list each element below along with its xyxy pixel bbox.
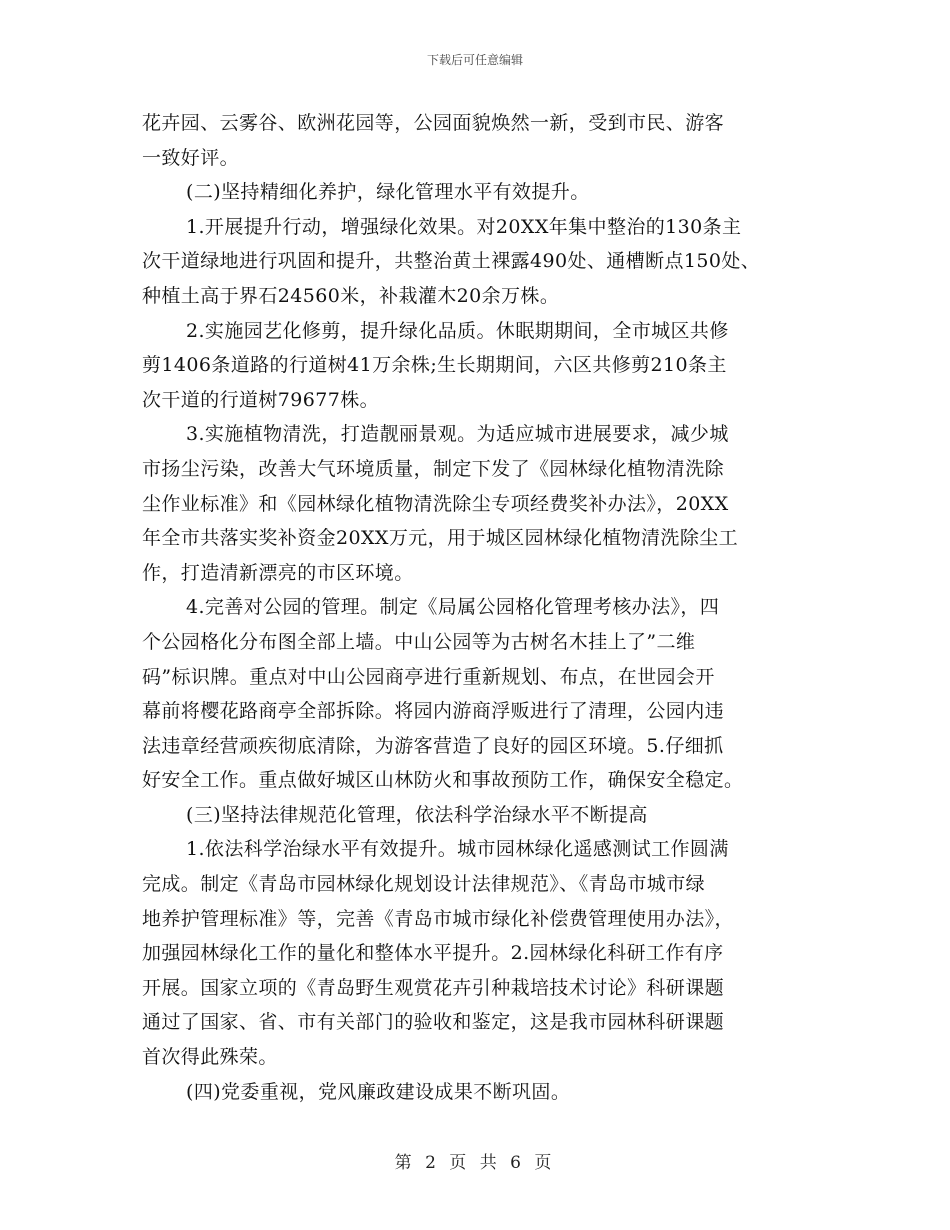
section-heading: (三)坚持法律规范化管理，依法科学治绿水平不断提高 (186, 803, 648, 826)
body-line: 个公园格化分布图全部上墙。中山公园等为古树名木挂上了”二维 (142, 630, 696, 653)
document-body (142, 106, 832, 1109)
paragraph-start: 4.完善对公园的管理。制定《局属公园格化管理考核办法》，四 (186, 596, 720, 619)
body-line: 完成。制定《青岛市园林绿化规划设计法律规范》、《青岛市城市绿 (142, 873, 706, 896)
body-line: 通过了国家、省、市有关部门的验收和鉴定，这是我市园林科研课题 (142, 1011, 725, 1034)
page-footer: 第 2 页 共 6 页 (394, 1153, 556, 1173)
body-line: 法违章经营顽疾彻底清除，为游客营造了良好的园区环境。5.仔细抓 (142, 734, 724, 757)
body-line: 作，打造清新漂亮的市区环境。 (142, 561, 414, 584)
body-line: 年全市共落实奖补资金20XX万元，用于城区园林绿化植物清洗除尘工 (142, 527, 739, 550)
section-heading: (二)坚持精细化养护，绿化管理水平有效提升。 (186, 181, 590, 204)
body-line: 开展。国家立项的《青岛野生观赏花卉引种栽培技术讨论》科研课题 (142, 976, 725, 999)
body-line: 剪1406条道路的行道树41万余株;生长期期间，六区共修剪210条主 (142, 354, 727, 377)
body-line: 种植土高于界石24560米，补栽灌木20余万株。 (142, 284, 560, 307)
page-header: 下载后可任意编辑 (426, 53, 523, 67)
paragraph-start: 2.实施园艺化修剪，提升绿化品质。休眠期期间，全市城区共修 (186, 319, 729, 342)
body-line: 市扬尘污染，改善大气环境质量，制定下发了《园林绿化植物清洗除 (142, 457, 725, 480)
body-line: 码”标识牌。重点对中山公园商亭进行重新规划、布点，在世园会开 (142, 665, 715, 688)
body-line: 次干道的行道树79677株。 (142, 388, 380, 411)
body-line: 幕前将樱花路商亭全部拆除。将园内游商浮贩进行了清理，公园内违 (142, 700, 725, 723)
body-line: 花卉园、云雾谷、欧洲花园等，公园面貌焕然一新，受到市民、游客 (142, 112, 725, 134)
paragraph-start: 1.依法科学治绿水平有效提升。城市园林绿化遥感测试工作圆满 (186, 838, 729, 861)
body-line: 地养护管理标准》等，完善《青岛市城市绿化补偿费管理使用办法》， (142, 907, 734, 930)
body-line: 一致好评。 (142, 146, 240, 169)
paragraph-start: 3.实施植物清洗，打造靓丽景观。为适应城市进展要求，减少城 (186, 423, 729, 446)
section-heading: (四)党委重视，党风廉政建设成果不断巩固。 (186, 1080, 571, 1103)
body-line: 好安全工作。重点做好城区山林防火和事故预防工作，确保安全稳定。 (142, 769, 744, 792)
body-line: 首次得此殊荣。 (142, 1046, 278, 1069)
body-line: 尘作业标准》和《园林绿化植物清洗除尘专项经费奖补办法》，20XX (142, 492, 729, 515)
paragraph-start: 1.开展提升行动，增强绿化效果。对20XX年集中整治的130条主 (186, 215, 742, 238)
body-line: 次干道绿地进行巩固和提升，共整治黄土裸露490处、通槽断点150处、 (142, 250, 761, 273)
body-line: 加强园林绿化工作的量化和整体水平提升。2.园林绿化科研工作有序 (142, 942, 724, 965)
